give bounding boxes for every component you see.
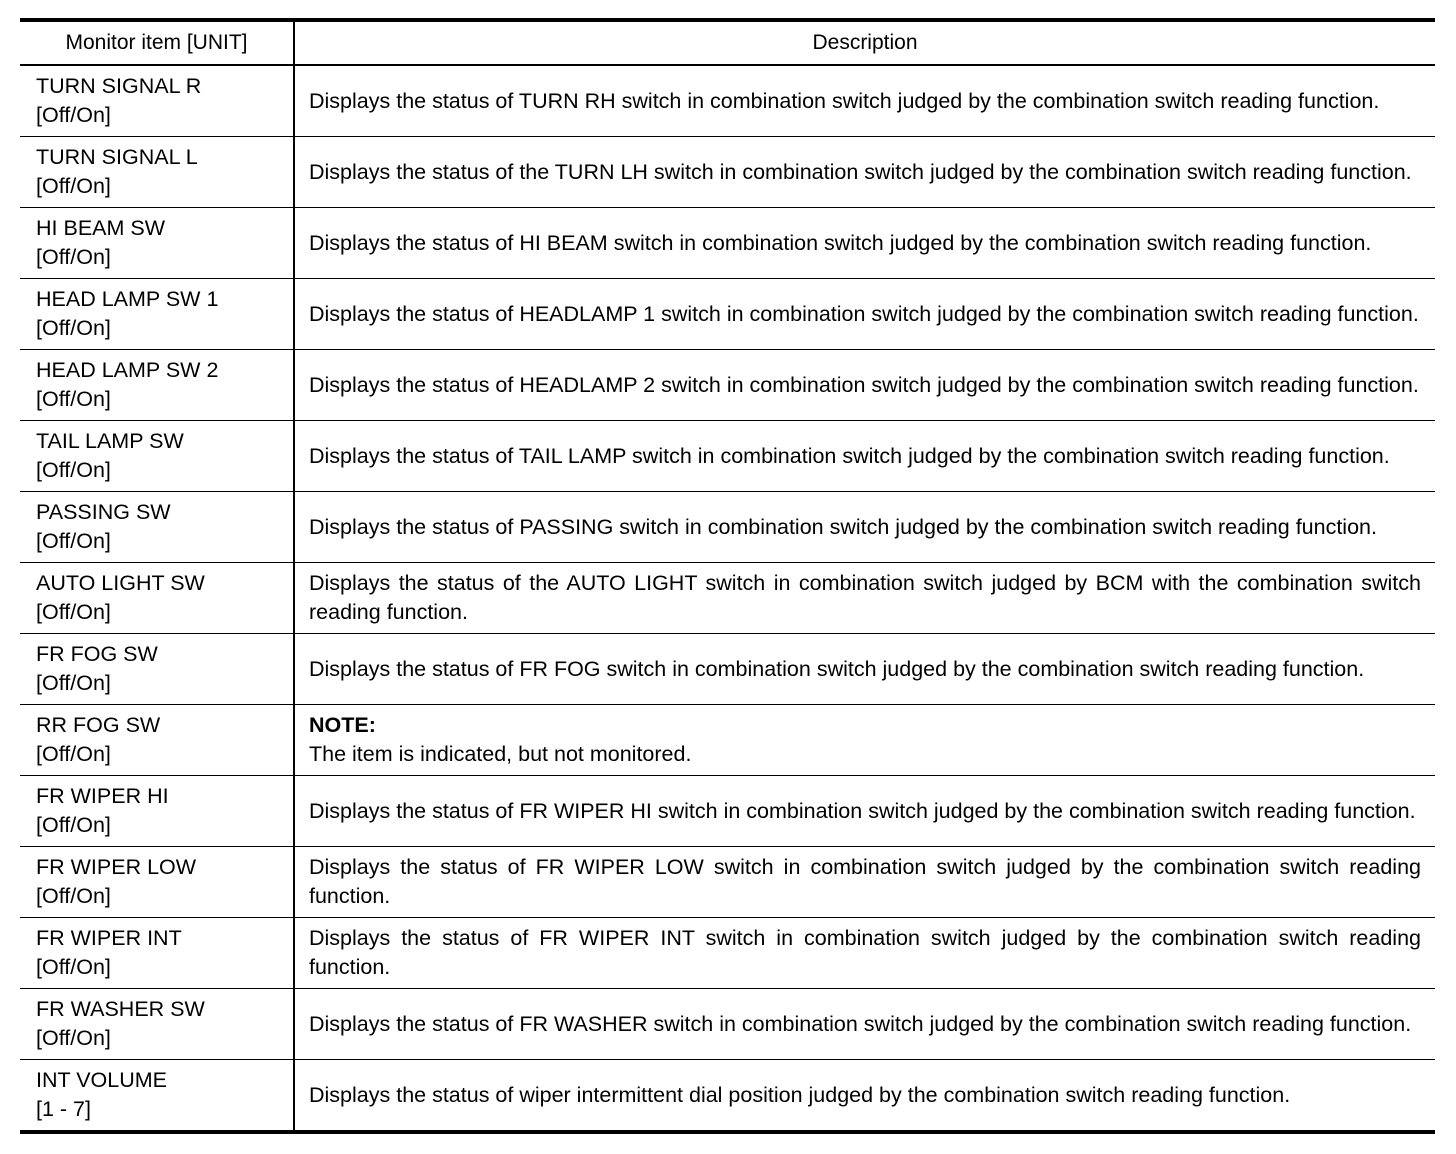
- description-cell: Displays the status of FR WASHER switch in combination switch judged by the combination switch reading function.: [294, 989, 1435, 1060]
- note-label: NOTE:: [309, 713, 376, 737]
- monitor-item-cell: [20, 989, 294, 1060]
- monitor-item-cell: [20, 350, 294, 421]
- monitor-item-cell: [20, 137, 294, 208]
- item-unit: [Off/On]: [36, 742, 111, 766]
- table-row: [20, 1060, 1435, 1133]
- item-name: FR WASHER SW: [36, 997, 205, 1021]
- table-row: [20, 705, 1435, 776]
- item-name: HI BEAM SW: [36, 216, 166, 240]
- item-name: TURN SIGNAL L: [36, 145, 198, 169]
- item-name: HEAD LAMP SW 1: [36, 287, 219, 311]
- item-name: AUTO LIGHT SW: [36, 571, 205, 595]
- description-cell: Displays the status of HEADLAMP 2 switch in combination switch judged by the combination switch reading function.: [294, 350, 1435, 421]
- item-name: FR FOG SW: [36, 642, 158, 666]
- item-unit: [Off/On]: [36, 103, 111, 127]
- table-row: [20, 279, 1435, 350]
- item-name: FR WIPER INT: [36, 926, 182, 950]
- item-unit: [1 - 7]: [36, 1097, 91, 1121]
- table-row: [20, 918, 1435, 989]
- item-name: INT VOLUME: [36, 1068, 168, 1092]
- item-unit: [Off/On]: [36, 671, 111, 695]
- table-row: [20, 350, 1435, 421]
- item-name: FR WIPER LOW: [36, 855, 197, 879]
- description-cell: Displays the status of FR WIPER INT switch in combination switch judged by the combination switch reading function.: [294, 918, 1435, 989]
- table-row: [20, 776, 1435, 847]
- table-row: [20, 989, 1435, 1060]
- table-header-row: [20, 20, 1435, 65]
- item-unit: [Off/On]: [36, 387, 111, 411]
- monitor-item-cell: [20, 563, 294, 634]
- item-unit: [Off/On]: [36, 529, 111, 553]
- header-description: Description: [294, 20, 1435, 65]
- description-cell: Displays the status of the AUTO LIGHT switch in combination switch judged by BCM with the combination switch reading function.: [294, 563, 1435, 634]
- monitor-item-cell: [20, 634, 294, 705]
- monitor-item-cell: [20, 279, 294, 350]
- item-unit: [Off/On]: [36, 955, 111, 979]
- monitor-item-cell: [20, 847, 294, 918]
- table-row: [20, 492, 1435, 563]
- monitor-item-table: [20, 18, 1435, 1134]
- description-cell: Displays the status of the TURN LH switch in combination switch judged by the combination switch reading function.: [294, 137, 1435, 208]
- monitor-item-cell: [20, 421, 294, 492]
- description-cell: Displays the status of FR WIPER HI switch in combination switch judged by the combination switch reading function.: [294, 776, 1435, 847]
- description-cell: Displays the status of wiper intermittent dial position judged by the combination switch reading function.: [309, 1082, 1291, 1107]
- monitor-item-cell: [20, 65, 294, 137]
- item-name: TAIL LAMP SW: [36, 429, 184, 453]
- item-unit: [Off/On]: [36, 813, 111, 837]
- description-cell: Displays the status of TAIL LAMP switch in combination switch judged by the combination switch reading function.: [294, 421, 1435, 492]
- item-name: HEAD LAMP SW 2: [36, 358, 219, 382]
- item-name: FR WIPER HI: [36, 784, 169, 808]
- item-unit: [Off/On]: [36, 884, 111, 908]
- table-row: [20, 65, 1435, 137]
- description-cell: Displays the status of FR WIPER LOW switch in combination switch judged by the combination switch reading function.: [294, 847, 1435, 918]
- item-unit: [Off/On]: [36, 316, 111, 340]
- monitor-item-cell: [20, 705, 294, 776]
- item-unit: [Off/On]: [36, 245, 111, 269]
- description-cell: [294, 705, 1435, 776]
- monitor-item-cell: [20, 776, 294, 847]
- description-cell: Displays the status of TURN RH switch in combination switch judged by the combination switch reading function.: [294, 65, 1435, 137]
- table-row: [20, 563, 1435, 634]
- description-cell: Displays the status of HI BEAM switch in combination switch judged by the combination switch reading function.: [294, 208, 1435, 279]
- note-text: The item is indicated, but not monitored.: [309, 742, 692, 766]
- item-unit: [Off/On]: [36, 600, 111, 624]
- item-unit: [Off/On]: [36, 174, 111, 198]
- item-unit: [Off/On]: [36, 458, 111, 482]
- item-name: PASSING SW: [36, 500, 171, 524]
- table-row: [20, 421, 1435, 492]
- monitor-item-cell: [20, 918, 294, 989]
- header-monitor-item: Monitor item [UNIT]: [20, 20, 294, 65]
- item-name: TURN SIGNAL R: [36, 74, 202, 98]
- description-cell: Displays the status of FR FOG switch in combination switch judged by the combination switch reading function.: [294, 634, 1435, 705]
- description-cell: Displays the status of HEADLAMP 1 switch in combination switch judged by the combination switch reading function.: [294, 279, 1435, 350]
- table-row: [20, 208, 1435, 279]
- table-row: [20, 137, 1435, 208]
- table-row: [20, 634, 1435, 705]
- monitor-item-cell: [20, 1060, 294, 1133]
- monitor-item-cell: [20, 208, 294, 279]
- item-name: RR FOG SW: [36, 713, 161, 737]
- item-unit: [Off/On]: [36, 1026, 111, 1050]
- table-row: [20, 847, 1435, 918]
- monitor-item-cell: [20, 492, 294, 563]
- description-cell: Displays the status of PASSING switch in combination switch judged by the combination switch reading function.: [294, 492, 1435, 563]
